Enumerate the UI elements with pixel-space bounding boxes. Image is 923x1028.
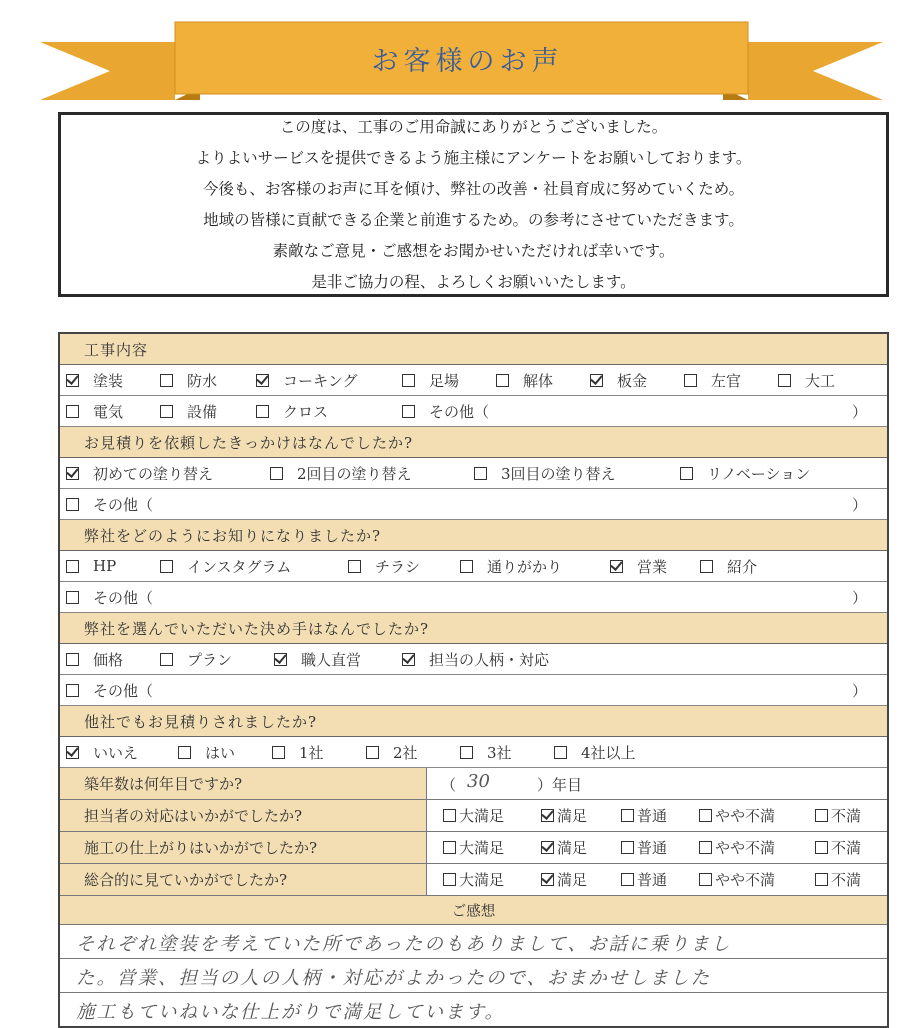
checkbox[interactable] bbox=[460, 560, 473, 573]
checkbox[interactable] bbox=[256, 374, 269, 387]
option-label: 2社 bbox=[393, 743, 418, 762]
checkbox[interactable] bbox=[699, 841, 712, 854]
option-label: HP bbox=[93, 557, 117, 575]
checkbox[interactable] bbox=[256, 405, 269, 418]
rating-option: 普通 bbox=[637, 838, 668, 857]
checkbox[interactable] bbox=[66, 498, 79, 511]
rating-option: 満足 bbox=[557, 870, 588, 889]
option-label: 4社以上 bbox=[581, 743, 636, 762]
option-label: 解体 bbox=[523, 371, 554, 390]
rating-option: 普通 bbox=[637, 870, 668, 889]
option-label: 大工 bbox=[805, 371, 836, 390]
survey-form bbox=[58, 332, 889, 1028]
option-label: 設備 bbox=[187, 402, 218, 421]
rating-option: 不満 bbox=[831, 838, 862, 857]
option-label: 紹介 bbox=[727, 557, 758, 576]
option-label: 価格 bbox=[93, 650, 124, 669]
option-label: 塗装 bbox=[93, 371, 124, 390]
rating-row-workmanship bbox=[60, 832, 887, 864]
option-label: いいえ bbox=[93, 743, 139, 762]
rating-option: やや不満 bbox=[715, 806, 776, 825]
option-label: その他（ bbox=[93, 588, 154, 607]
checkbox[interactable] bbox=[66, 684, 79, 697]
option-label: リノベーション bbox=[707, 464, 811, 483]
q5-options-row1 bbox=[60, 737, 887, 768]
checkbox[interactable] bbox=[778, 374, 791, 387]
checkbox[interactable] bbox=[554, 746, 567, 759]
comment-line bbox=[60, 925, 887, 959]
checkbox[interactable] bbox=[66, 560, 79, 573]
checkbox[interactable] bbox=[699, 809, 712, 822]
checkbox[interactable] bbox=[541, 809, 554, 822]
checkbox[interactable] bbox=[621, 841, 634, 854]
q1-header: 工事内容 bbox=[60, 334, 887, 365]
q2-options-row2 bbox=[60, 489, 887, 520]
option-label: インスタグラム bbox=[187, 557, 292, 576]
q3-options-row1 bbox=[60, 551, 887, 582]
checkbox[interactable] bbox=[541, 841, 554, 854]
years-value: 30 bbox=[467, 771, 490, 792]
close-paren: ） bbox=[851, 495, 867, 514]
close-paren: ） bbox=[851, 681, 867, 700]
option-label: 3回目の塗り替え bbox=[501, 464, 616, 483]
rating-label: 施工の仕上がりはいかがでしたか? bbox=[60, 832, 427, 863]
option-label: 初めての塗り替え bbox=[93, 464, 214, 483]
checkbox[interactable] bbox=[590, 374, 603, 387]
checkbox[interactable] bbox=[700, 560, 713, 573]
checkbox[interactable] bbox=[66, 746, 79, 759]
checkbox[interactable] bbox=[160, 560, 173, 573]
checkbox[interactable] bbox=[160, 653, 173, 666]
rating-option: 不満 bbox=[831, 806, 862, 825]
close-paren: ） bbox=[851, 402, 867, 421]
q5-header: 他社でもお見積りされましたか? bbox=[60, 706, 887, 737]
checkbox[interactable] bbox=[443, 873, 456, 886]
q2-header: お見積りを依頼したきっかけはなんでしたか? bbox=[60, 427, 887, 458]
option-label: 板金 bbox=[617, 371, 648, 390]
rating-option: 不満 bbox=[831, 870, 862, 889]
checkbox[interactable] bbox=[443, 841, 456, 854]
checkbox[interactable] bbox=[366, 746, 379, 759]
rating-option: やや不満 bbox=[715, 838, 776, 857]
rating-option: 大満足 bbox=[459, 838, 505, 857]
checkbox[interactable] bbox=[541, 873, 554, 886]
checkbox[interactable] bbox=[66, 374, 79, 387]
checkbox[interactable] bbox=[815, 809, 828, 822]
checkbox[interactable] bbox=[610, 560, 623, 573]
page-title: お客様のお声 bbox=[371, 45, 564, 77]
checkbox[interactable] bbox=[272, 746, 285, 759]
rating-label: 担当者の対応はいかがでしたか? bbox=[60, 800, 427, 831]
comment-line bbox=[60, 959, 887, 993]
checkbox[interactable] bbox=[270, 467, 283, 480]
rating-row-staff bbox=[60, 800, 887, 832]
option-label: その他（ bbox=[93, 681, 154, 700]
intro-line: 是非ご協力の程、よろしくお願いいたします。 bbox=[311, 272, 636, 291]
checkbox[interactable] bbox=[815, 841, 828, 854]
checkbox[interactable] bbox=[66, 653, 79, 666]
checkbox[interactable] bbox=[66, 591, 79, 604]
open-paren: （ bbox=[441, 776, 457, 794]
checkbox[interactable] bbox=[474, 467, 487, 480]
checkbox[interactable] bbox=[815, 873, 828, 886]
checkbox[interactable] bbox=[160, 374, 173, 387]
close-paren: ） bbox=[851, 588, 867, 607]
checkbox[interactable] bbox=[66, 405, 79, 418]
option-label: クロス bbox=[283, 402, 329, 421]
checkbox[interactable] bbox=[699, 873, 712, 886]
checkbox[interactable] bbox=[443, 809, 456, 822]
option-label: 左官 bbox=[711, 371, 742, 390]
rating-option: 普通 bbox=[637, 806, 668, 825]
option-label: 防水 bbox=[187, 371, 218, 390]
checkbox[interactable] bbox=[496, 374, 509, 387]
checkbox[interactable] bbox=[684, 374, 697, 387]
option-label: その他（ bbox=[93, 495, 154, 514]
checkbox[interactable] bbox=[460, 746, 473, 759]
q6-row bbox=[60, 768, 887, 800]
option-label: プラン bbox=[187, 650, 233, 669]
option-label: 2回目の塗り替え bbox=[297, 464, 412, 483]
option-label: 3社 bbox=[487, 743, 512, 762]
rating-label: 総合的に見ていかがでしたか? bbox=[60, 864, 427, 895]
handwritten-text: それぞれ塗装を考えていた所であったのもありまして、お話に乗りまし bbox=[76, 934, 732, 955]
option-label: 営業 bbox=[637, 557, 668, 576]
q4-options-row2 bbox=[60, 675, 887, 706]
intro-line: 地域の皆様に貢献できる企業と前進するため。の参考にさせていただきます。 bbox=[203, 210, 744, 229]
checkbox[interactable] bbox=[178, 746, 191, 759]
intro-line: 素敵なご意見・ご感想をお聞かせいただければ幸いです。 bbox=[272, 241, 675, 260]
q3-header: 弊社をどのようにお知りになりましたか? bbox=[60, 520, 887, 551]
intro-line: 今後も、お客様のお声に耳を傾け、弊社の改善・社員育成に努めていくため。 bbox=[202, 179, 745, 198]
checkbox[interactable] bbox=[621, 809, 634, 822]
checkbox[interactable] bbox=[274, 653, 287, 666]
q6-label: 築年数は何年目ですか? bbox=[60, 768, 427, 799]
checkbox[interactable] bbox=[160, 405, 173, 418]
intro-message bbox=[58, 112, 889, 297]
option-label: 1社 bbox=[299, 743, 324, 762]
checkbox[interactable] bbox=[680, 467, 693, 480]
rating-option: やや不満 bbox=[715, 870, 776, 889]
intro-line: この度は、工事のご用命誠にありがとうございました。 bbox=[279, 117, 668, 136]
intro-line: よりよいサービスを提供できるよう施主様にアンケートをお願いしております。 bbox=[195, 148, 752, 167]
q1-options-row2 bbox=[60, 396, 887, 427]
q4-options-row1 bbox=[60, 644, 887, 675]
checkbox[interactable] bbox=[348, 560, 361, 573]
rating-row-overall bbox=[60, 864, 887, 896]
checkbox[interactable] bbox=[402, 405, 415, 418]
years-suffix: ）年目 bbox=[537, 776, 583, 794]
rating-option: 満足 bbox=[557, 806, 588, 825]
option-label: 足場 bbox=[429, 371, 460, 390]
rating-option: 大満足 bbox=[459, 806, 505, 825]
q3-options-row2 bbox=[60, 582, 887, 613]
q4-header: 弊社を選んでいただいた決め手はなんでしたか? bbox=[60, 613, 887, 644]
checkbox[interactable] bbox=[621, 873, 634, 886]
option-label: コーキング bbox=[283, 371, 358, 390]
option-label: 職人直営 bbox=[301, 650, 362, 669]
comment-line bbox=[60, 993, 887, 1026]
option-label: はい bbox=[205, 743, 236, 762]
checkbox[interactable] bbox=[402, 653, 415, 666]
q2-options-row1 bbox=[60, 458, 887, 489]
option-label: チラシ bbox=[375, 557, 421, 576]
checkbox[interactable] bbox=[402, 374, 415, 387]
years-field[interactable] bbox=[427, 768, 887, 799]
rating-option: 大満足 bbox=[459, 870, 505, 889]
rating-option: 満足 bbox=[557, 838, 588, 857]
option-label: 担当の人柄・対応 bbox=[429, 650, 550, 669]
handwritten-text: た。営業、担当の人の人柄・対応がよかったので、おまかせしました bbox=[76, 968, 712, 989]
q1-options-row1 bbox=[60, 365, 887, 396]
option-label: 電気 bbox=[93, 402, 124, 421]
checkbox[interactable] bbox=[66, 467, 79, 480]
handwritten-text: 施工もていねいな仕上がりで満足しています。 bbox=[76, 1002, 506, 1023]
option-label: 通りがかり bbox=[487, 557, 563, 576]
comments-header: ご感想 bbox=[60, 896, 887, 925]
option-label: その他（ bbox=[429, 402, 490, 421]
